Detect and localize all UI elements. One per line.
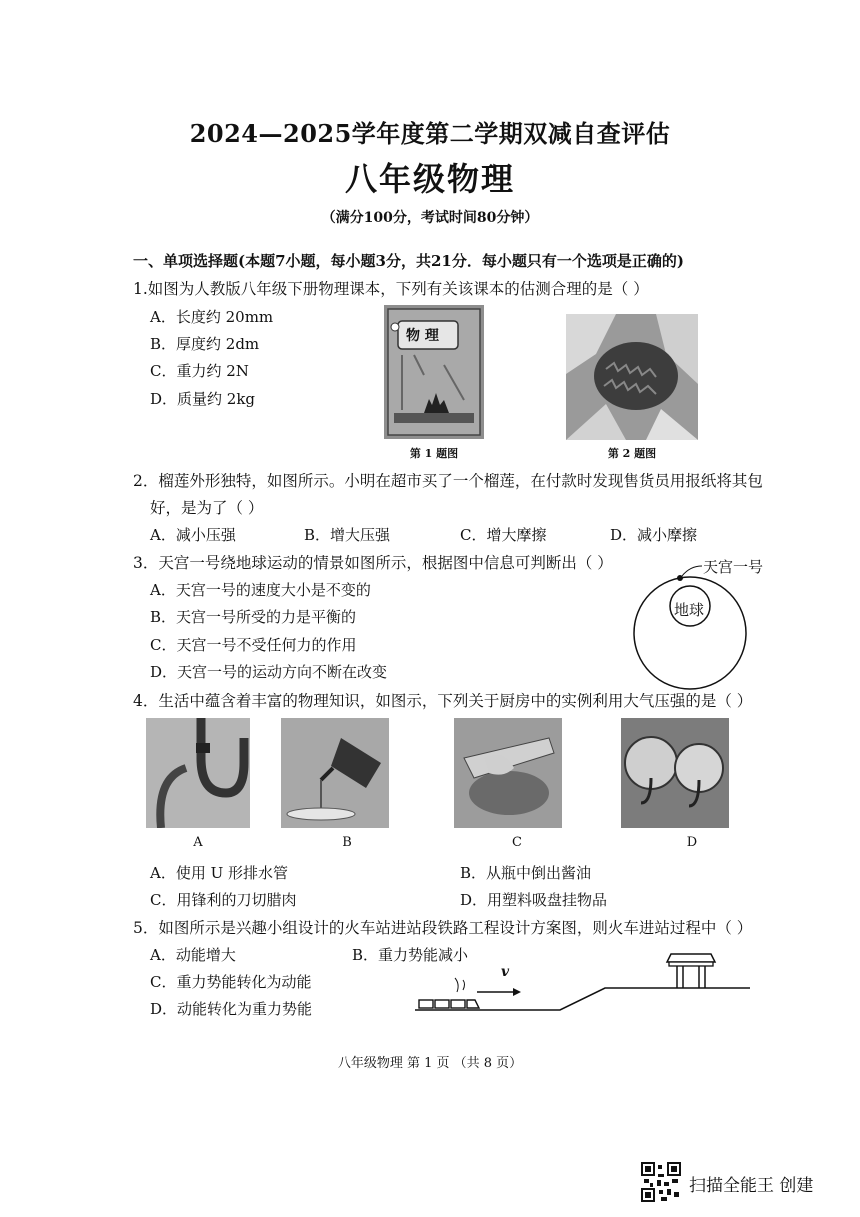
orbit-diagram <box>630 556 780 696</box>
book-cover-text: 物 理 <box>406 328 439 344</box>
q4-label-c: C <box>512 835 522 850</box>
q4-option-b: B．从瓶中倒出酱油 <box>460 864 592 882</box>
scanner-watermark: 扫描全能王 创建 <box>689 1176 814 1196</box>
q5-option-d: D．动能转化为重力势能 <box>150 1000 313 1018</box>
q3-option-c: C．天宫一号不受任何力的作用 <box>150 636 357 654</box>
q2-stem-line1: 2．榴莲外形独特，如图所示。小明在超市买了一个榴莲，在付款时发现售货员用报纸将其包 <box>133 472 763 490</box>
subject-title: 八年级物理 <box>344 160 515 198</box>
railway-station-diagram <box>405 948 757 1018</box>
q4-option-c: C．用锋利的刀切腊肉 <box>150 891 297 909</box>
physics-textbook-image <box>384 305 484 439</box>
earth-label: 地球 <box>674 601 705 619</box>
q4-option-d: D．用塑料吸盘挂物品 <box>460 891 608 909</box>
q3-option-d: D．天宫一号的运动方向不断在改变 <box>150 663 388 681</box>
q2-option-d: D．减小摩擦 <box>610 526 698 544</box>
q1-option-d: D．质量约 2kg <box>150 390 256 408</box>
q4-label-d: D <box>686 835 698 850</box>
q1-option-c: C．重力约 2N <box>150 362 249 380</box>
q2-stem-line2: 好，是为了（ ） <box>150 499 264 517</box>
u-drain-pipe-image <box>146 718 250 828</box>
q3-option-b: B．天宫一号所受的力是平衡的 <box>150 608 357 626</box>
q1-option-a: A．长度约 20mm <box>150 308 274 326</box>
section-heading: 一、单项选择题(本题7小题，每小题3分，共21分．每小题只有一个选项是正确的) <box>133 252 684 270</box>
q1-stem: 1.如图为人教版八年级下册物理课本，下列有关该课本的估测合理的是（ ） <box>133 280 649 298</box>
satellite-label: 天宫一号 <box>703 558 764 576</box>
q4-option-a: A．使用 U 形排水管 <box>150 864 289 882</box>
suction-cup-hooks-image <box>621 718 729 828</box>
page-footer: 八年级物理 第 1 页 （共 8 页） <box>337 1056 523 1071</box>
pouring-soy-sauce-image <box>281 718 389 828</box>
q5-option-a: A．动能增大 <box>150 946 236 964</box>
q4-label-a: A <box>193 835 203 850</box>
q2-option-c: C．增大摩擦 <box>460 526 547 544</box>
q2-option-b: B．增大压强 <box>304 526 391 544</box>
exam-title: 2024—2025学年度第二学期双减自查评估 <box>189 119 671 148</box>
q5-stem: 5．如图所示是兴趣小组设计的火车站进站段铁路工程设计方案图，则火车进站过程中（ ） <box>133 919 753 937</box>
knife-cutting-meat-image <box>454 718 562 828</box>
q5-option-b: B．重力势能减小 <box>352 946 469 964</box>
q5-option-c: C．重力势能转化为动能 <box>150 973 312 991</box>
q1-option-b: B．厚度约 2dm <box>150 335 260 353</box>
velocity-label: v <box>501 964 510 980</box>
q4-label-b: B <box>342 835 352 850</box>
q2-option-a: A．减小压强 <box>150 526 236 544</box>
q4-stem: 4．生活中蕴含着丰富的物理知识，如图示，下列关于厨房中的实例利用大气压强的是（ ） <box>133 692 753 710</box>
q3-option-a: A．天宫一号的速度大小是不变的 <box>150 581 371 599</box>
exam-note: （满分100分，考试时间80分钟） <box>321 210 539 226</box>
q3-stem: 3．天宫一号绕地球运动的情景如图所示，根据图中信息可判断出（ ） <box>133 554 613 572</box>
q2-figure-caption: 第 2 题图 <box>607 447 657 460</box>
q1-figure-caption: 第 1 题图 <box>409 447 459 460</box>
qr-code-icon <box>641 1162 681 1202</box>
durian-newspaper-image <box>566 314 698 440</box>
